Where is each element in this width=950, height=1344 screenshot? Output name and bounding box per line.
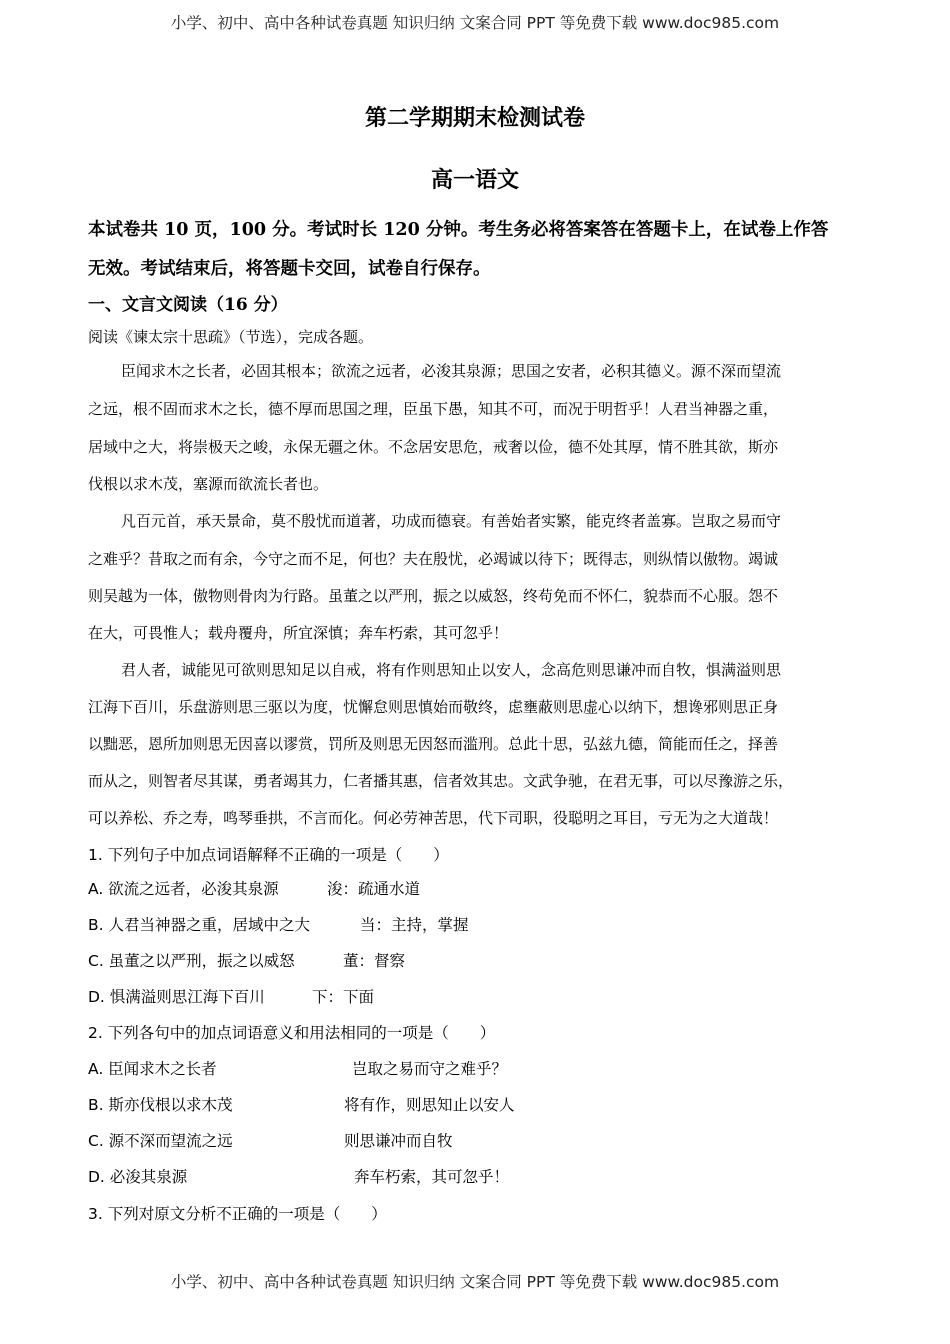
section-heading: 一、文言文阅读（16 分） — [88, 295, 288, 315]
question-1-option-a: A. 欲流之远者，必浚其泉源 — [88, 880, 279, 898]
question-2-option-a: A. 臣闻求木之长者 — [88, 1060, 217, 1078]
passage-line: 凡百元首，承天景命，莫不殷忧而道著，功成而德衰。有善始者实繁，能克终者盖寡。岂取之易而守 — [121, 512, 782, 530]
passage-line: 可以养松、乔之寿，鸣琴垂拱，不言而化。何必劳神苦思，代下司职，役聪明之耳目，亏无为之大道哉！ — [88, 809, 779, 827]
passage-line: 在大，可畏惟人；载舟覆舟，所宜深慎；奔车朽索，其可忽乎！ — [88, 624, 509, 642]
page-header: 小学、初中、高中各种试卷真题 知识归纳 文案合同 PPT 等免费下载 www.doc985.com — [170, 14, 780, 32]
question-2-option-d-compare: 奔车朽索，其可忽乎！ — [354, 1168, 510, 1186]
question-2-option-a-compare: 岂取之易而守之难乎？ — [352, 1060, 508, 1078]
passage-line: 君人者，诚能见可欲则思知足以自戒，将有作则思知止以安人，念高危则思谦冲而自牧，惧满溢则思 — [121, 661, 782, 679]
question-2-option-c: C. 源不深而望流之远 — [88, 1132, 233, 1150]
question-2-option-d: D. 必浚其泉源 — [88, 1168, 188, 1186]
question-3-stem: 3. 下列对原文分析不正确的一项是（ ） — [88, 1205, 387, 1223]
question-2-option-b-compare: 将有作，则思知止以安人 — [344, 1096, 515, 1114]
question-1-stem: 1. 下列句子中加点词语解释不正确的一项是（ ） — [88, 846, 449, 864]
question-2-option-b: B. 斯亦伐根以求木茂 — [88, 1096, 233, 1114]
question-1-option-b-gloss: 当：主持，掌握 — [360, 916, 469, 934]
passage-line: 居域中之大，将崇极天之峻，永保无疆之休。不念居安思危，戒奢以俭，德不处其厚，情不胜其欲，斯亦 — [88, 438, 779, 456]
passage-line: 则吴越为一体，傲物则骨肉为行路。虽董之以严刑，振之以威怒，终苟免而不怀仁，貌恭而不心服。怨不 — [88, 587, 779, 605]
question-2-option-c-compare: 则思谦冲而自牧 — [344, 1132, 453, 1150]
question-1-option-a-gloss: 浚：疏通水道 — [327, 880, 421, 898]
question-1-option-b: B. 人君当神器之重，居域中之大 — [88, 916, 310, 934]
page-footer: 小学、初中、高中各种试卷真题 知识归纳 文案合同 PPT 等免费下载 www.doc985.com — [170, 1273, 780, 1291]
exam-notice-line-2: 无效。考试结束后，将答题卡交回，试卷自行保存。 — [88, 259, 491, 279]
question-1-option-c: C. 虽董之以严刑，振之以威怒 — [88, 952, 295, 970]
exam-subject: 高一语文 — [430, 167, 519, 193]
passage-line: 之难乎？昔取之而有余，今守之而不足，何也？夫在殷忧，必竭诚以待下；既得志，则纵情以傲物。竭诚 — [88, 550, 779, 568]
question-1-option-d: D. 惧满溢则思江海下百川 — [88, 988, 265, 1006]
exam-notice-line-1: 本试卷共 10 页，100 分。考试时长 120 分钟。考生务必将答案答在答题卡上，在试卷上作答 — [88, 220, 829, 240]
question-2-stem: 2. 下列各句中的加点词语意义和用法相同的一项是（ ） — [88, 1024, 496, 1042]
question-1-option-c-gloss: 董：督察 — [343, 952, 406, 970]
passage-line: 臣闻求木之长者，必固其根本；欲流之远者，必浚其泉源；思国之安者，必积其德义。源不深而望流 — [121, 362, 782, 380]
passage-line: 伐根以求木茂，塞源而欲流长者也。 — [88, 475, 329, 493]
passage-line: 以黜恶，恩所加则思无因喜以谬赏，罚所及则思无因怒而滥刑。总此十思，弘兹九德，简能而任之，择善 — [88, 735, 779, 753]
reading-instruction: 阅读《谏太宗十思疏》（节选），完成各题。 — [88, 328, 374, 346]
question-1-option-d-gloss: 下：下面 — [312, 988, 375, 1006]
exam-title: 第二学期期末检测试卷 — [364, 105, 585, 131]
passage-line: 而从之，则智者尽其谋，勇者竭其力，仁者播其惠，信者效其忠。文武争驰，在君无事，可以尽豫游之乐， — [88, 772, 794, 790]
passage-line: 之远，根不固而求木之长，德不厚而思国之理，臣虽下愚，知其不可，而况于明哲乎！人君当神器之重， — [88, 400, 779, 418]
passage-line: 江海下百川，乐盘游则思三驱以为度，忧懈怠则思慎始而敬终，虑壅蔽则思虚心以纳下，想谗邪则思正身 — [88, 698, 779, 716]
